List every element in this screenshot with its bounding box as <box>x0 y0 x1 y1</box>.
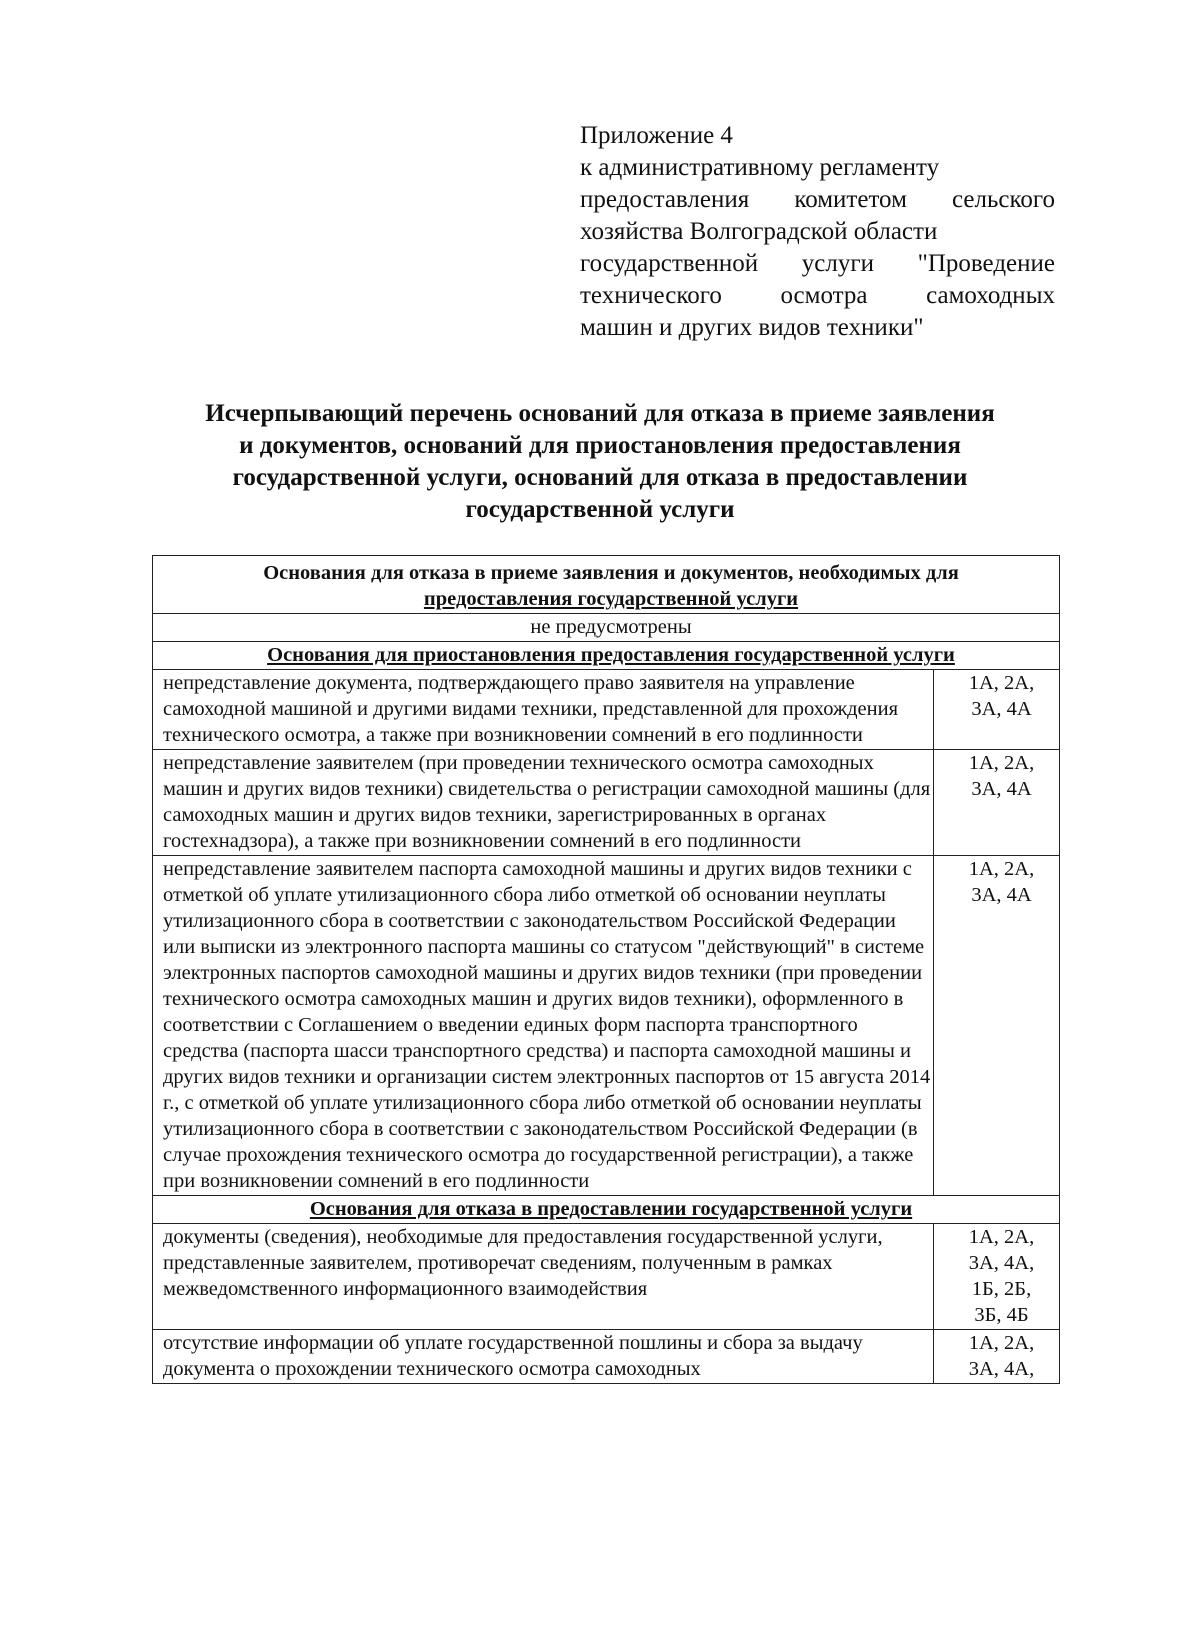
applicability-codes <box>934 1224 1060 1330</box>
grounds-table <box>152 555 1060 1384</box>
ground-text: непредставление документа, подтверждающего право заявителя на управление самоходной машиной и другими видами техники, представленной для прохождения технического осмотра, а также при возникновении сомнений в его подлинности <box>153 670 934 750</box>
ground-text: непредставление заявителем (при проведении технического осмотра самоходных машин и других видов техники) свидетельства о регистрации самоходной машины (для самоходных машин и других видов техники, зарегистрированных в органах гостехнадзора), а также при возникновении сомнений в его подлинности <box>153 750 934 856</box>
appendix-line: машин и других видов техники" <box>580 314 924 341</box>
code-line: 3А, 4А <box>971 698 1032 720</box>
document-title <box>110 398 1090 526</box>
table-row <box>153 750 1060 856</box>
code-line: 1А, 2А, <box>968 1332 1035 1354</box>
code-line: 3А, 4А, <box>968 1358 1035 1380</box>
section-heading-suspension <box>153 642 1060 670</box>
code-line: 1А, 2А, <box>968 1226 1035 1248</box>
section-heading-line: Основания для отказа в предоставлении государственной услуги <box>309 1198 913 1220</box>
applicability-codes <box>934 750 1060 856</box>
code-line: 3А, 4А <box>971 778 1032 800</box>
table-row <box>153 1224 1060 1330</box>
appendix-line: хозяйства Волгоградской области <box>580 218 938 245</box>
appendix-block <box>580 120 1055 344</box>
appendix-line: предоставления комитетом сельского <box>580 186 1055 213</box>
code-line: 3Б, 4Б <box>974 1304 1029 1326</box>
section-heading-row <box>153 1196 1060 1224</box>
code-line: 1А, 2А, <box>968 752 1035 774</box>
code-line: 3А, 4А, <box>968 1252 1035 1274</box>
appendix-line: технического осмотра самоходных <box>580 282 1055 309</box>
title-line: и документов, оснований для приостановления предоставления <box>239 432 961 459</box>
section-heading-line: Основания для отказа в приеме заявления и документов, необходимых для <box>263 562 959 584</box>
section-heading-refusal-service <box>153 1196 1060 1224</box>
title-line: государственной услуги, оснований для отказа в предоставлении <box>232 464 968 491</box>
applicability-codes <box>934 1330 1060 1384</box>
section-heading-line: Основания для приостановления предоставления государственной услуги <box>267 644 955 666</box>
ground-text: непредставление заявителем паспорта самоходной машины и других видов техники с отметкой об уплате утилизационного сбора либо отметкой об основании неуплаты утилизационного сбора в соответствии с законодательством Российской Федерации или выписки из электронного паспорта машины со статусом "действующий" в системе электронных паспортов самоходной машины и других видов техники (при проведении технического осмотра самоходных машин и других видов техники), оформленного в соответствии с Соглашением о введении единых форм паспорта транспортного средства (паспорта шасси транспортного средства) и паспорта самоходной машины и других видов техники и организации систем электронных паспортов от 15 августа 2014 г., с отметкой об уплате утилизационного сбора либо отметкой об основании неуплаты утилизационного сбора в соответствии с законодательством Российской Федерации (в случае прохождения технического осмотра до государственной регистрации), а также при возникновении сомнений в его подлинности <box>153 856 934 1196</box>
table-row <box>153 670 1060 750</box>
title-line: государственной услуги <box>465 496 735 523</box>
title-line: Исчерпывающий перечень оснований для отказа в приеме заявления <box>205 400 995 427</box>
appendix-line: Приложение 4 <box>580 122 733 149</box>
ground-text: отсутствие информации об уплате государственной пошлины и сбора за выдачу документа о прохождении технического осмотра самоходных <box>153 1330 934 1384</box>
section-heading-refusal-acceptance <box>153 556 1060 614</box>
section-heading-line: предоставления государственной услуги <box>423 588 799 610</box>
code-line: 3А, 4А <box>971 884 1032 906</box>
table-row <box>153 1330 1060 1384</box>
section-heading-row <box>153 556 1060 614</box>
section-note: не предусмотрены <box>153 614 1060 642</box>
code-line: 1Б, 2Б, <box>971 1278 1032 1300</box>
table-row <box>153 856 1060 1196</box>
code-line: 1А, 2А, <box>968 672 1035 694</box>
section-heading-row <box>153 642 1060 670</box>
appendix-line: к административному регламенту <box>580 154 940 181</box>
applicability-codes <box>934 856 1060 1196</box>
applicability-codes <box>934 670 1060 750</box>
appendix-line: государственной услуги "Проведение <box>580 250 1055 277</box>
ground-text: документы (сведения), необходимые для предоставления государственной услуги, представленные заявителем, противоречат сведениям, полученным в рамках межведомственного информационного взаимодействия <box>153 1224 934 1330</box>
code-line: 1А, 2А, <box>968 858 1035 880</box>
note-row <box>153 614 1060 642</box>
